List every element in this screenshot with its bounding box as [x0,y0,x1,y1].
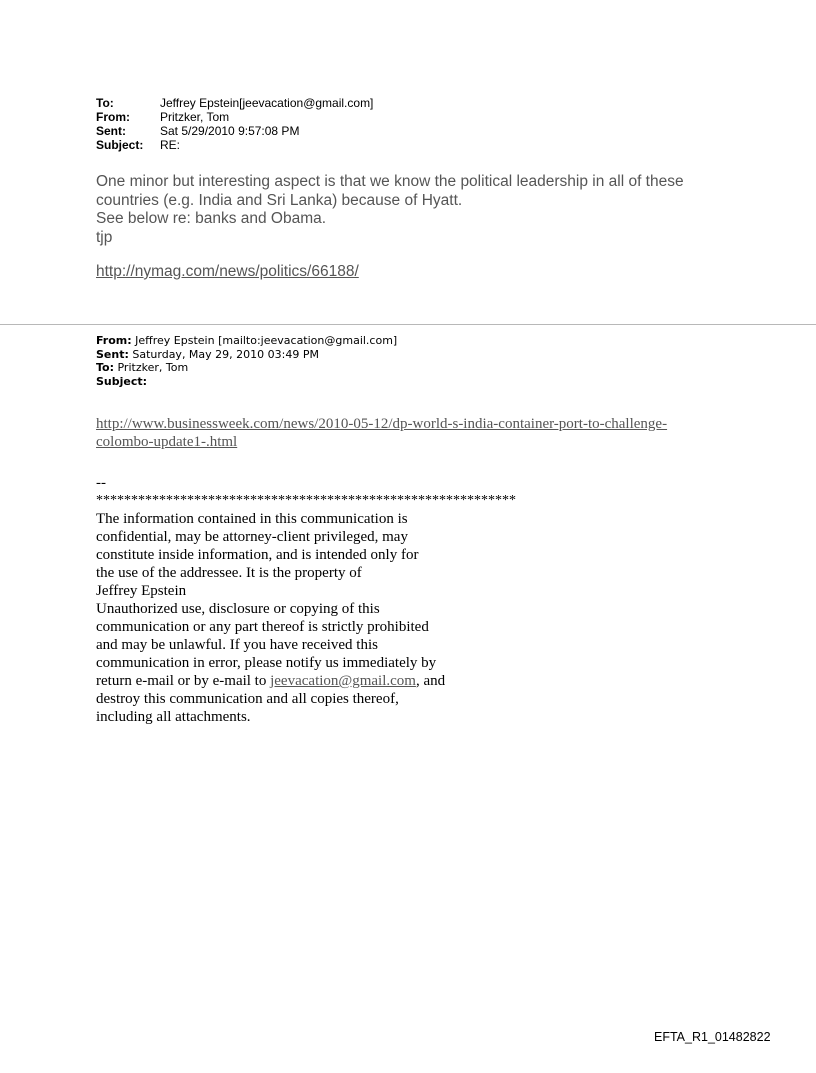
fwd-subject-label: Subject: [96,374,148,388]
sent-value: Sat 5/29/2010 9:57:08 PM [160,124,300,138]
fwd-from-value: Jeffrey Epstein [mailto:jeevacation@gmail.com] [131,334,398,347]
to-row [96,96,373,110]
sig-line: The information contained in this communication is [96,511,408,527]
sig-line: Unauthorized use, disclosure or copying of this [96,601,380,617]
fwd-sent-label: Sent: [96,347,129,361]
reply-line: One minor but interesting aspect is that we know the political leadership in all of these [96,173,684,190]
fwd-sent-value: Saturday, May 29, 2010 03:49 PM [128,347,319,361]
to-label: To: [96,96,114,110]
sig-return-suffix: , and [415,673,446,689]
sig-stars: ************************************************************ [96,493,516,508]
sent-label: Sent: [96,124,126,138]
fwd-to-value: Pritzker, Tom [114,361,189,374]
sig-line: constitute inside information, and is intended only for [96,547,419,563]
to-value: Jeffrey Epstein[jeevacation@gmail.com] [160,96,374,110]
subject-value: RE: [160,138,181,152]
sig-line: communication in error, please notify us immediately by [96,655,437,671]
sig-line: communication or any part thereof is strictly prohibited [96,619,429,635]
from-row [96,110,373,124]
subject-label: Subject: [96,138,144,152]
reply-line: countries (e.g. India and Sri Lanka) because of Hyatt. [96,191,463,209]
signature-disclaimer [96,474,616,726]
sig-line: destroy this communication and all copies thereof, [96,691,399,707]
document-id: EFTA_R1_01482822 [654,1030,771,1044]
businessweek-link-line1[interactable]: http://www.businessweek.com/news/2010-05-12/dp-world-s-india-container-port-to-challenge- [96,416,668,432]
fwd-from-row [96,334,397,348]
reply-line: See below re: banks and Obama. [96,210,327,227]
sig-return-line [96,672,616,690]
businessweek-link[interactable] [96,415,736,451]
sig-return-prefix: return e-mail or by e-mail to [96,673,271,689]
sent-row [96,124,373,138]
fwd-sent-row [96,348,397,362]
divider [0,324,816,325]
fwd-to-row [96,361,397,375]
subject-row [96,138,373,152]
businessweek-link-line2[interactable]: colombo-update1-.html [96,434,238,450]
fwd-from-label: From: [96,334,132,347]
sig-dashes: -- [96,475,106,491]
sig-line: including all attachments. [96,709,251,725]
from-value: Pritzker, Tom [160,110,230,124]
forwarded-header [96,334,397,388]
sig-line: the use of the addressee. It is the property of [96,565,362,581]
sig-line: confidential, may be attorney-client privileged, may [96,529,408,545]
sig-line: Jeffrey Epstein [96,583,187,599]
email-header [96,96,373,152]
reply-body [96,173,756,247]
fwd-subject-row [96,375,397,389]
sig-line: and may be unlawful. If you have received this [96,637,378,653]
reply-signoff: tjp [96,228,113,246]
from-label: From: [96,110,130,124]
fwd-to-label: To: [96,361,114,374]
sig-email-link[interactable]: jeevacation@gmail.com [270,673,416,689]
nymag-link[interactable]: http://nymag.com/news/politics/66188/ [96,263,359,280]
